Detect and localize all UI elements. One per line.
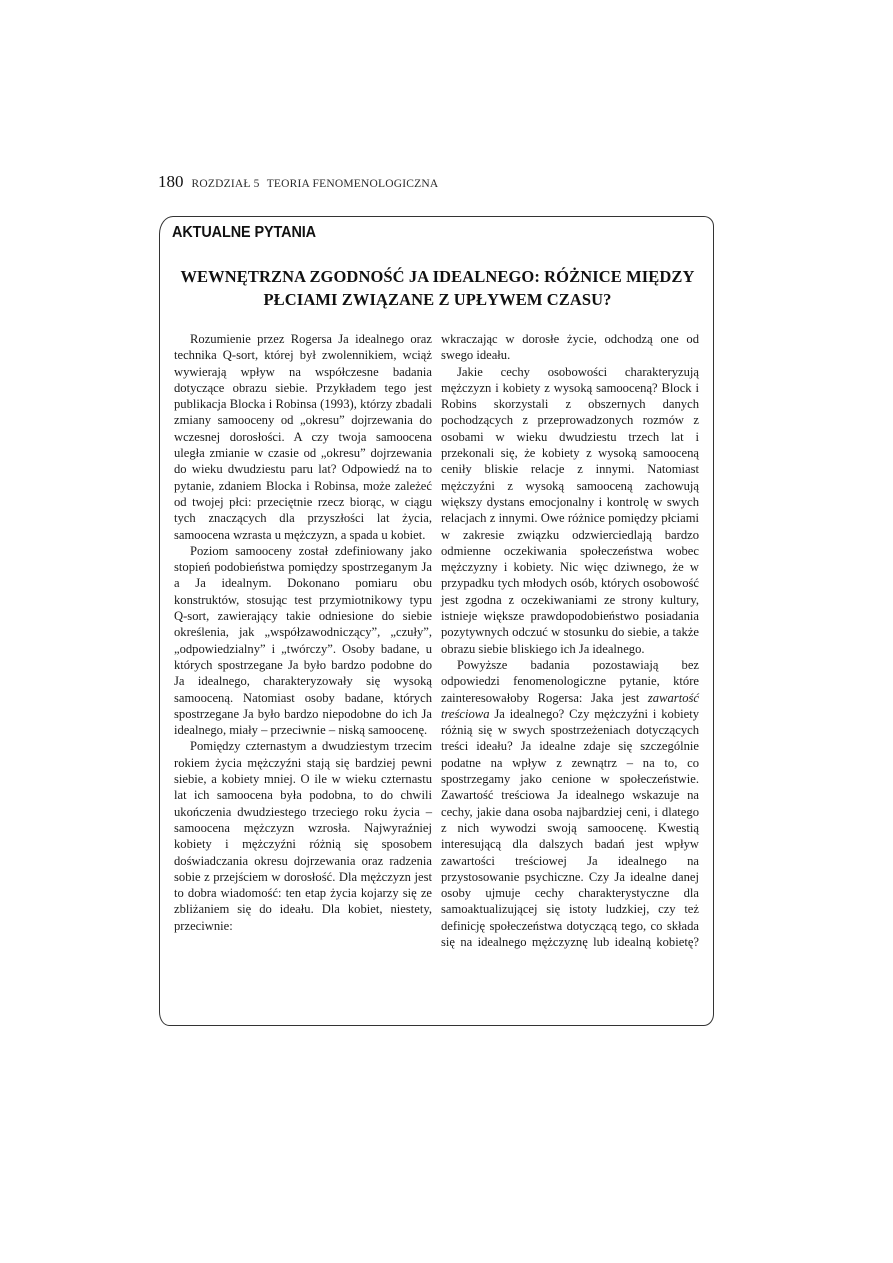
running-head bbox=[192, 178, 439, 190]
right-paragraph-3-end: Ja idealnego? Czy mężczyźni i kobiety różnią się w swych spostrzeżeniach dotyczących treści ideału? Ja idealne zdaje się szczególnie podatne na wpływ z zewnątrz – na to, co spostrzegamy jako cenione w społeczeństwie. Zawartość treściowa Ja idealnego wskazuje na cechy, jakie dana osoba najbardziej ceni, i dlatego z nich wywodzi swoją samoocenę. Kwestią interesującą dla dalszych badań jest wpływ zawartości treściowej Ja idealnego na przystosowanie psychiczne. Czy Ja idealne danej osoby ujmuje cechy charakterystyczne dla samoaktualizującej się istoty ludzkiej, czy też definicję społeczeństwa dotyczącą tego, co składa się na idealnego mężczyznę lub idealną kobietę? bbox=[441, 706, 699, 949]
chapter-label: ROZDZIAŁ 5 bbox=[191, 178, 260, 190]
right-paragraph-3-start: Powyższe badania pozostawiają bez odpowiedzi fenomenologiczne pytanie, które zainteresowałoby Rogersa: Jaka jest bbox=[441, 657, 699, 705]
right-column bbox=[441, 331, 699, 950]
chapter-title: TEORIA FENOMENOLOGICZNA bbox=[266, 178, 439, 190]
left-paragraph-2: Poziom samooceny został zdefiniowany jako stopień podobieństwa pomiędzy spostrzeganym Ja a Ja idealnym. Dokonano pomiaru obu konstruktów, stosując test przymiotnikowy typu Q-sort, zawierający takie odniesione do siebie określenia, jak „współzawodniczący”, „czuły”, „odpowiedzialny” i „twórczy”. Osoby badane, u których spostrzegane Ja było bardzo podobne do Ja idealnego, charakteryzowały się wysoką samooceną. Natomiast osoby badane, których spostrzegane Ja było bardzo niepodobne do ich Ja idealnego, miały – przeciwnie – niską samoocenę. bbox=[174, 543, 432, 738]
box-label: AKTUALNE PYTANIA bbox=[172, 224, 317, 241]
box-title-line-2: PŁCIAMI ZWIĄZANE Z UPŁYWEM CZASU? bbox=[263, 290, 612, 309]
page-number: 180 bbox=[158, 172, 184, 191]
running-header bbox=[158, 172, 718, 194]
emphasized-term: zawartość treściowa bbox=[441, 690, 699, 721]
left-paragraph-3: Pomiędzy czternastym a dwudziestym trzecim rokiem życia mężczyźni stają się bardziej pewni siebie, a kobiety mniej. O ile w wieku czternastu lat ich samoocena była podobna, to do chwili ukończenia dwudziestego trzeciego roku życia – samoocena mężczyzn wzrosła. Najwyraźniej kobiety i mężczyźni różnią się sposobem doświadczania okresu dojrzewania oraz radzenia sobie z przejściem w dorosłość. Dla mężczyzn jest to dobra wiadomość: ten etap życia kojarzy się ze zbliżaniem się do ideału. Dla kobiet, niestety, przeciwnie: bbox=[174, 739, 432, 933]
box-title-line-1: WEWNĘTRZNA ZGODNOŚĆ JA IDEALNEGO: RÓŻNICE MIĘDZY bbox=[180, 267, 695, 286]
current-issues-box bbox=[159, 216, 714, 1026]
left-paragraph-1: Rozumienie przez Rogersa Ja idealnego oraz technika Q-sort, której był zwolennikiem, wciąż wywierają wpływ na współczesne badania dotyczące obrazu siebie. Przykładem tego jest publikacja Blocka i Robinsa (1993), którzy zbadali zmiany samooceny od „okresu” dojrzewania do wczesnej dorosłości. A czy twoja samoocena uległa zmianie w czasie od „okresu” dojrzewania do wieku dwudziestu paru lat? Odpowiedź na to pytanie, zdaniem Blocka i Robinsa, może zależeć od twojej płci: przeciętnie rzecz biorąc, w ciągu tych znaczących dla przyszłości lat życia, samoocena wzrasta u mężczyzn, a spada u kobiet. bbox=[174, 332, 432, 542]
box-title bbox=[160, 265, 715, 311]
right-paragraph-3 bbox=[441, 657, 699, 950]
right-paragraph-2: Jakie cechy osobowości charakteryzują mężczyzn i kobiety z wysoką samooceną? Block i Robins skorzystali z obszernych danych pochodzących z przeprowadzonych rozmów z osobami w wieku dwudziestu trzech lat i przekonali się, że kobiety z wysoką samooceną ceniły bliskie relacje z innymi. Natomiast mężczyźni z wysoką samooceną zachowują większy dystans emocjonalny i kontrolę w swych relacjach z innymi. Owe różnice pomiędzy płciami w zakresie związku odzwierciedlają bardzo odmienne oczekiwania społeczeństwa wobec mężczyzny i kobiety. Nic więc dziwnego, że w przypadku tych młodych osób, których osobowość jest zgodna z oczekiwaniami ze strony kultury, istnieje większe prawdopodobieństwo posiadania pozytywnych odczuć w stosunku do siebie, a także obrazu siebie bliskiego ich Ja idealnego. bbox=[441, 364, 699, 656]
left-column bbox=[174, 331, 432, 934]
right-paragraph-1: wkraczając w dorosłe życie, odchodzą one od swego ideału. bbox=[441, 332, 699, 363]
